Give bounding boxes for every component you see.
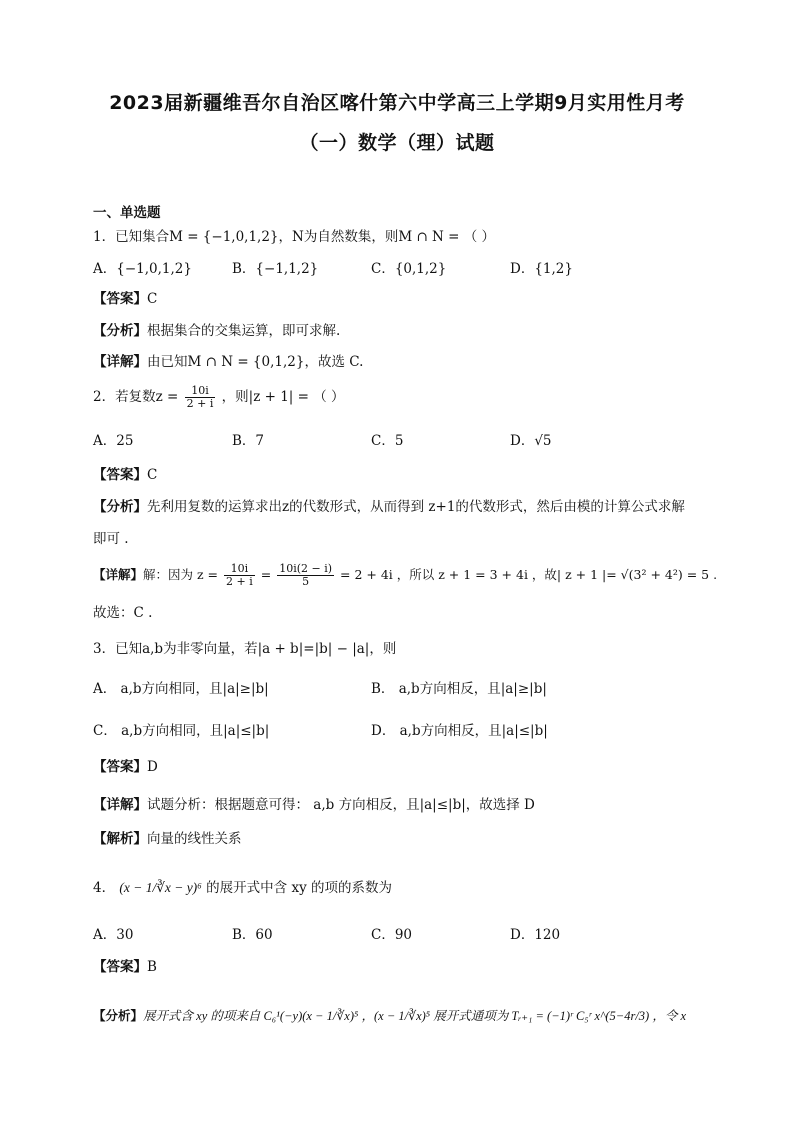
answer-label: 【答案】: [93, 291, 147, 307]
q3-detail-text: 试题分析：根据题意可得： a,b 方向相反，且|a|≤|b|，故选择 D: [147, 797, 535, 813]
q3-stem: 3．已知a,b为非零向量，若|a + b|=|b| − |a|，则: [93, 641, 397, 657]
q3-detail: [93, 796, 535, 814]
q2-answer: [93, 466, 157, 484]
frac2-num: 10i(2 − i): [279, 562, 333, 575]
q3-answer: [93, 758, 158, 776]
q1-detail: [93, 353, 363, 371]
q3-option-c: C． a,b方向相同，且|a|≤|b|: [93, 723, 270, 739]
q3-option-a: A． a,b方向相同，且|a|≥|b|: [93, 681, 269, 697]
q1-option-d: D．{1,2}: [510, 261, 573, 277]
q2-answer-value: C: [147, 467, 158, 483]
q4-option-a: A．30: [93, 927, 134, 943]
q2-conclusion: 故选：C .: [93, 605, 153, 621]
q1-answer: [93, 290, 157, 308]
section-heading: 一、单选题: [93, 205, 161, 221]
detail-label: 【详解】: [93, 797, 147, 813]
q2-option-c: C．5: [371, 433, 404, 449]
q3-option-b: B． a,b方向相反，且|a|≥|b|: [371, 681, 547, 697]
analysis-label: 【分析】: [93, 499, 147, 515]
detail-label: 【详解】: [93, 354, 147, 370]
q1-stem: 1．已知集合M = {−1,0,1,2}，N为自然数集，则M ∩ N = （ ）: [93, 229, 496, 245]
q4-expression: (x − 1/∛x − y)⁶: [119, 880, 202, 895]
doc-title-line1: 2023届新疆维吾尔自治区喀什第六中学高三上学期9月实用性月考: [109, 92, 685, 114]
q2-option-b: B．7: [232, 433, 265, 449]
q2-frac-num: 10i: [185, 385, 216, 398]
q2-frac-den: 2 + i: [186, 397, 214, 410]
answer-label: 【答案】: [93, 467, 147, 483]
q3-answer-value: D: [147, 759, 158, 775]
q4-analysis-text: 展开式含 xy 的项来自 C₆¹(−y)(x − 1/∛x)⁵ ，(x − 1/∛x)⁵ 展开式通项为 Tᵣ₊₁ = (−1)ʳ C₅ʳ x^(5−4r/3) ，令 x: [143, 1009, 687, 1023]
q1-analysis-text: 根据集合的交集运算，即可求解.: [147, 323, 341, 339]
q4-analysis: [93, 1004, 686, 1028]
q2-stem-b: ，则|z + 1| = （ ）: [221, 389, 345, 405]
q2-analysis-text: 先利用复数的运算求出z的代数形式，从而得到 z+1的代数形式，然后由模的计算公式求解: [147, 499, 685, 515]
q1-option-a: A．{−1,0,1,2}: [93, 261, 192, 277]
frac2-den: 5: [302, 575, 310, 588]
q2-stem: [93, 384, 345, 410]
q2-detail: [93, 562, 717, 588]
answer-label: 【答案】: [93, 759, 147, 775]
doc-title-line2: （一）数学（理）试题: [299, 132, 495, 154]
q3-option-d: D． a,b方向相反，且|a|≤|b|: [371, 723, 548, 739]
q1-option-c: C．{0,1,2}: [371, 261, 447, 277]
q4-stem-pre: 4．: [93, 880, 116, 896]
q1-option-b: B．{−1,1,2}: [232, 261, 319, 277]
q4-option-d: D．120: [510, 927, 561, 943]
q2-detail-frac2: [277, 563, 334, 588]
q4-stem-post: 的展开式中含 xy 的项的系数为: [206, 880, 392, 896]
parse-label: 【解析】: [93, 831, 147, 847]
detail-label: 【详解】: [93, 567, 144, 582]
q2-detail-a: 解：因为 z =: [143, 567, 219, 582]
q2-fraction: [185, 385, 216, 410]
q2-detail-frac1: [224, 563, 255, 588]
q3-parse: [93, 830, 242, 848]
analysis-label: 【分析】: [93, 1008, 144, 1023]
q1-detail-text: 由已知M ∩ N = {0,1,2}，故选 C.: [147, 354, 364, 370]
q2-eq: =: [260, 567, 272, 582]
q2-stem-a: 2．若复数z =: [93, 389, 179, 405]
q4-stem: [93, 874, 392, 902]
q4-answer: [93, 958, 157, 976]
answer-label: 【答案】: [93, 959, 147, 975]
q2-analysis-cont: 即可 .: [93, 531, 129, 547]
q4-option-b: B．60: [232, 927, 273, 943]
frac1-den: 2 + i: [226, 575, 253, 588]
q2-option-a: A．25: [93, 433, 134, 449]
q2-detail-b: = 2 + 4i ，所以 z + 1 = 3 + 4i ，故| z + 1 |= √(3² + 4²) = 5 .: [340, 567, 718, 582]
q1-answer-value: C: [147, 291, 158, 307]
q4-answer-value: B: [147, 959, 157, 975]
q2-option-d: D．√5: [510, 433, 552, 449]
q1-analysis: [93, 322, 340, 340]
q3-parse-text: 向量的线性关系: [147, 831, 242, 847]
analysis-label: 【分析】: [93, 323, 147, 339]
frac1-num: 10i: [224, 563, 255, 576]
q2-analysis: [93, 498, 685, 516]
q4-option-c: C．90: [371, 927, 413, 943]
